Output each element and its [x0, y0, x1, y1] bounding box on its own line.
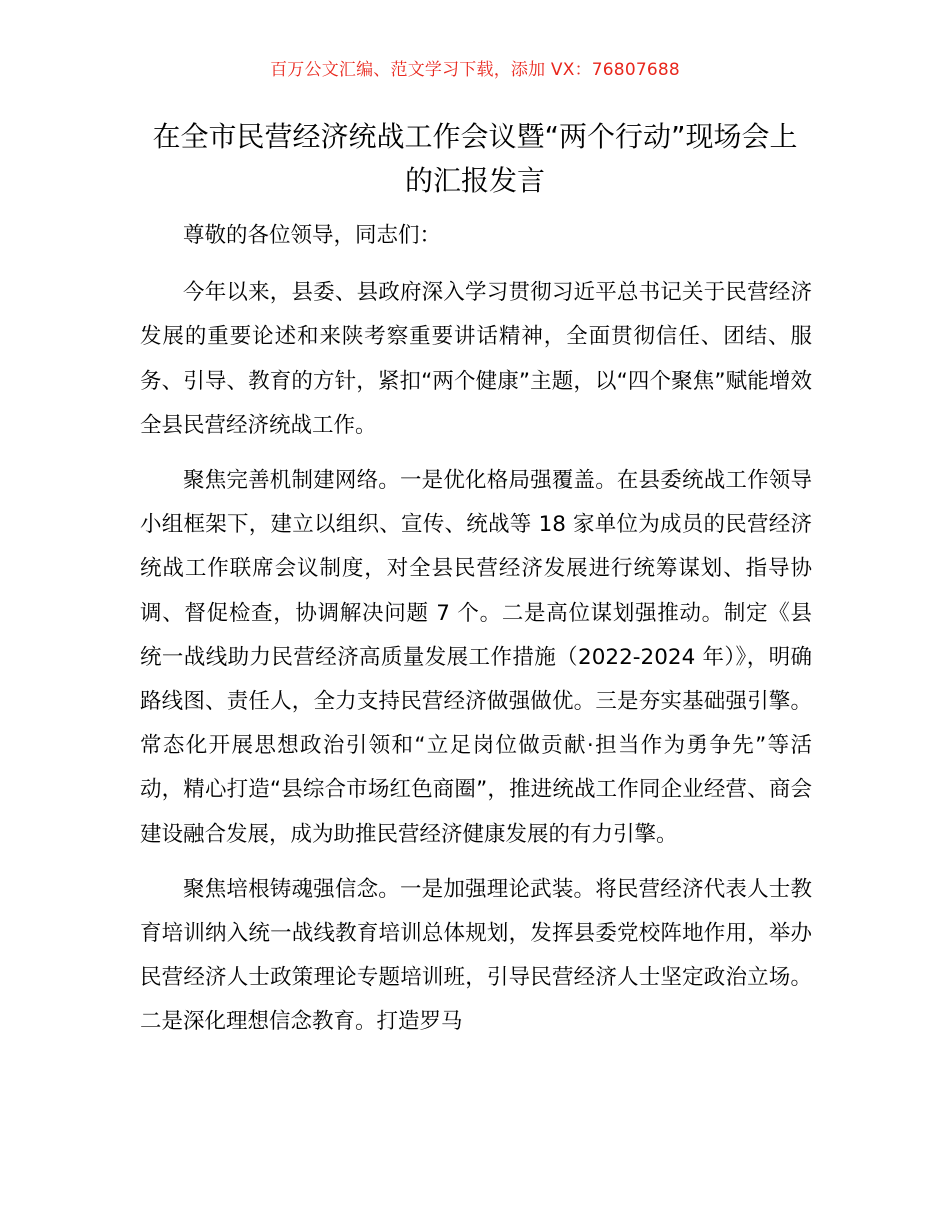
- paragraph-intro: 今年以来，县委、县政府深入学习贯彻习近平总书记关于民营经济发展的重要论述和来陕考察重要讲话精神，全面贯彻信任、团结、服务、引导、教育的方针，紧扣“两个健康”主题，以“四个聚焦”赋能增效全县民营经济统战工作。: [140, 280, 812, 438]
- document-body: [140, 214, 812, 1056]
- document-title: 在全市民营经济统战工作会议暨“两个行动”现场会上的汇报发言: [152, 120, 798, 197]
- paragraph-mechanism: 聚焦完善机制建网络。一是优化格局强覆盖。在县委统战工作领导小组框架下，建立以组织、宣传、统战等 18 家单位为成员的民营经济统战工作联席会议制度，对全县民营经济发展进行统筹谋划、指导协调、督促检查，协调解决问题 7 个。二是高位谋划强推动。制定《县统一战线助力民营经济高质量发展工作措施（2022-2024 年）》，明确路线图、责任人，全力支持民营经济做强做优。三是夯实基础强引擎。常态化开展思想政治引领和“立足岗位做贡献·担当作为勇争先”等活动，精心打造“县综合市场红色商圈”，推进统战工作同企业经营、商会建设融合发展，成为助推民营经济健康发展的有力引擎。: [140, 468, 812, 847]
- paragraph-belief: 聚焦培根铸魂强信念。一是加强理论武装。将民营经济代表人士教育培训纳入统一战线教育培训总体规划，发挥县委党校阵地作用，举办民营经济人士政策理论专题培训班，引导民营经济人士坚定政治立场。二是深化理想信念教育。打造罗马: [140, 876, 812, 1035]
- salutation: 尊敬的各位领导，同志们：: [183, 223, 442, 248]
- header-note: 百万公文汇编、范文学习下载，添加 VX：76807688: [270, 60, 680, 80]
